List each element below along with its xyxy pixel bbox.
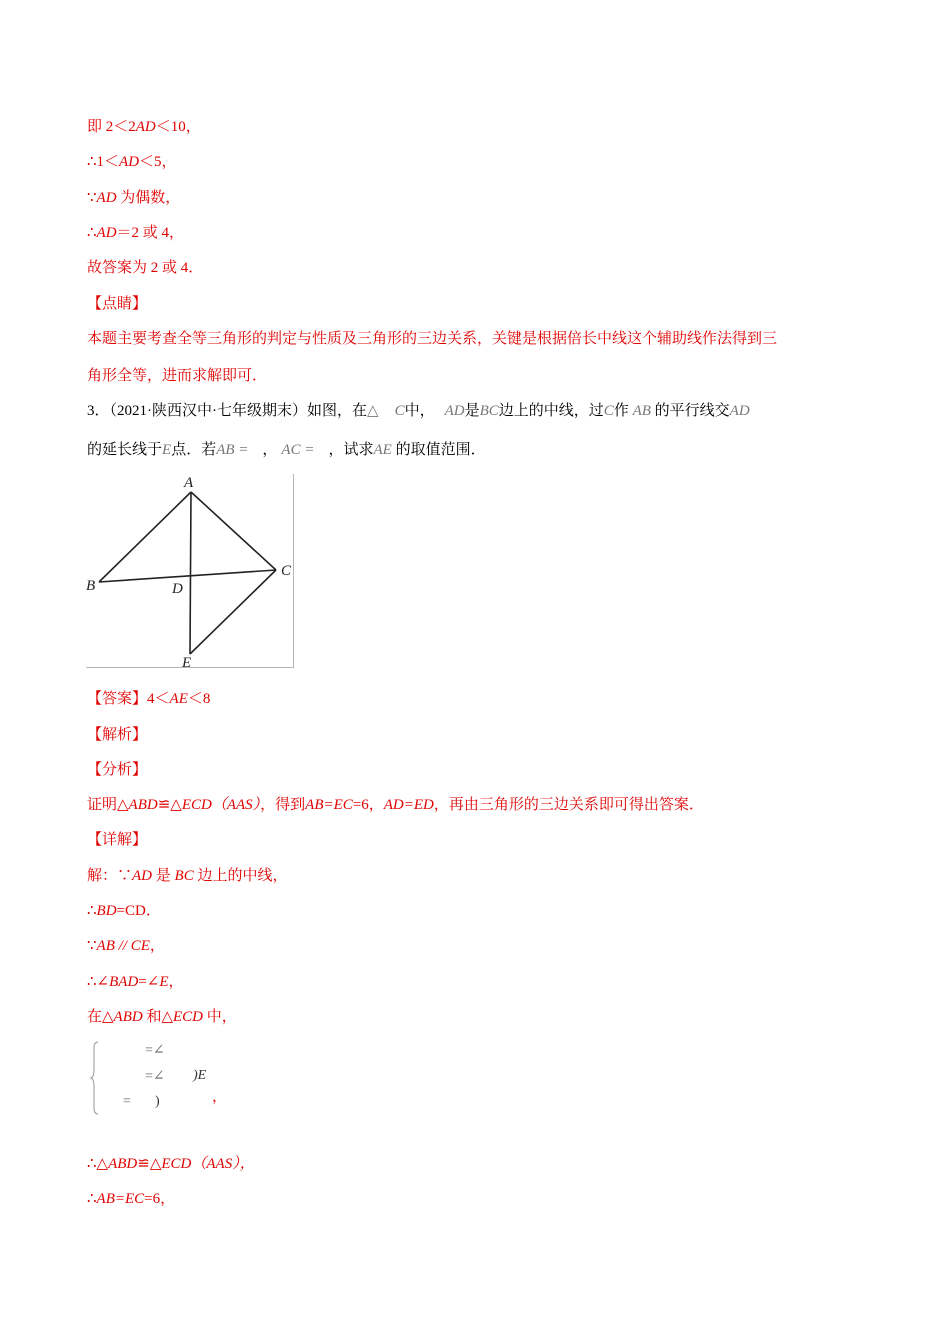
text: 解：∵	[87, 868, 133, 884]
solution-line-5	[87, 258, 203, 278]
conclusion-line-2	[87, 1189, 175, 1209]
text: 点．若	[171, 442, 217, 458]
text: 的平行线交	[654, 403, 730, 419]
math-var: ABD	[108, 1156, 138, 1172]
detail-line-3	[87, 936, 165, 956]
label-e: E	[182, 655, 192, 669]
solution-line-4	[87, 223, 184, 243]
solution-line-1	[87, 117, 201, 137]
math-var: AE	[169, 691, 188, 707]
text: 即 2＜2	[87, 119, 136, 135]
text: 中，	[404, 403, 435, 419]
text: ＜10，	[155, 119, 201, 135]
label-a: A	[184, 475, 194, 491]
text: ，得到	[260, 797, 306, 813]
label-d: D	[172, 581, 183, 597]
text: ∴△	[87, 1156, 109, 1172]
conclusion-line-1	[87, 1154, 255, 1174]
question-line-2	[87, 440, 486, 460]
text: ，	[149, 938, 165, 954]
math-expr: AB =	[216, 442, 249, 458]
system-row-3: =	[123, 1094, 131, 1109]
text: ＝2 或 4，	[116, 225, 185, 241]
text: 的取值范围．	[395, 442, 486, 458]
math-var: AD=ED	[383, 797, 434, 813]
math-var: AD	[729, 403, 750, 419]
system-row-2-var: )E	[193, 1068, 207, 1083]
text: ∴	[87, 903, 97, 919]
question-source: （2021·陕西汉中·七年级期末）如图，在	[109, 403, 368, 419]
text: ＜8	[187, 691, 211, 707]
math-var: BC	[174, 868, 194, 884]
math-var: AD	[132, 868, 153, 884]
text: ≌△	[137, 1156, 162, 1172]
text: ∴1＜	[87, 154, 120, 170]
math-var: AE	[373, 442, 392, 458]
text: ∴	[87, 1191, 97, 1207]
text: 和△	[142, 1009, 174, 1025]
math-var: AD	[444, 403, 465, 419]
solution-line-3	[87, 188, 180, 208]
comment-line-2: 角形全等，进而求解即可．	[87, 368, 268, 384]
text: ，试求	[328, 442, 374, 458]
text: 边上的中线，过	[498, 403, 604, 419]
system-row-3-var: )	[155, 1094, 160, 1109]
detail-line-2	[87, 901, 161, 921]
math-var: ECD	[181, 797, 212, 813]
text: 的延长线于	[87, 442, 163, 458]
text: 是	[464, 403, 480, 419]
text: 边上的中线，	[193, 868, 288, 884]
math-var: ECD	[161, 1156, 192, 1172]
math-var: AB=EC	[96, 1191, 145, 1207]
question-number: 3．	[87, 403, 110, 419]
math-var: AB=EC	[305, 797, 353, 813]
left-brace-icon	[89, 1040, 103, 1116]
text: ，	[262, 442, 278, 458]
detail-label: 【详解】	[87, 832, 148, 848]
text: ≌△	[157, 797, 182, 813]
math-var: （AAS）	[211, 797, 261, 813]
question-line-1	[87, 401, 750, 421]
triangle-symbol: △	[367, 403, 379, 419]
text: 作	[613, 403, 629, 419]
text: ∵	[87, 938, 97, 954]
comment-label: 【点睛】	[87, 296, 148, 312]
text: 为偶数，	[116, 190, 181, 206]
text: 证明△	[87, 797, 129, 813]
text: 在△	[87, 1009, 114, 1025]
text: ，再由三角形的三边关系即可得出答案．	[433, 797, 704, 813]
math-var: AD	[119, 154, 140, 170]
text: =6，	[144, 1191, 176, 1207]
answer-line	[87, 689, 210, 709]
math-expr: AC =	[281, 442, 315, 458]
geometry-figure	[86, 474, 294, 668]
math-var: ABD	[128, 797, 158, 813]
math-var: AB // CE	[96, 938, 150, 954]
equation-system	[87, 1040, 247, 1116]
text: ∵	[87, 190, 97, 206]
math-var: C	[394, 403, 405, 419]
comment-line-1: 本题主要考查全等三角形的判定与性质及三角形的三边关系，关键是根据倍长中线这个辅助线作法得到三	[87, 331, 778, 347]
math-var: AB	[632, 403, 651, 419]
system-row-1: =∠	[145, 1043, 165, 1058]
math-var: ABD	[113, 1009, 143, 1025]
text: =C	[116, 903, 136, 919]
math-var: AD	[96, 225, 117, 241]
analysis-text	[87, 795, 704, 815]
answer-label: 【答案】	[87, 691, 148, 707]
math-var: AD	[135, 119, 156, 135]
text: ＜5，	[139, 154, 177, 170]
text: ∴∠	[87, 974, 110, 990]
text: D．	[135, 903, 161, 919]
math-var: BC	[479, 403, 499, 419]
triangle-diagram	[86, 474, 296, 669]
math-var: E	[162, 442, 172, 458]
text: =6，	[352, 797, 384, 813]
math-var: ECD	[173, 1009, 204, 1025]
detail-line-5	[87, 1007, 237, 1027]
math-var: AD	[96, 190, 117, 206]
math-var: BAD	[109, 974, 139, 990]
analysis-label: 【解析】	[87, 727, 148, 743]
text: ∴	[87, 225, 97, 241]
text: 故答案为 2 或 4．	[87, 260, 204, 276]
math-var: E	[159, 974, 169, 990]
text: 4＜	[147, 691, 170, 707]
detail-line-1	[87, 866, 287, 886]
text: 中，	[203, 1009, 237, 1025]
math-var: （AAS），	[191, 1156, 255, 1172]
text: =∠	[138, 974, 160, 990]
label-b: B	[86, 578, 96, 594]
system-row-2: =∠	[145, 1069, 165, 1084]
analysis-sub-label: 【分析】	[87, 762, 148, 778]
math-var: C	[603, 403, 614, 419]
math-var: BD	[96, 903, 117, 919]
detail-line-4	[87, 972, 184, 992]
label-c: C	[281, 563, 292, 579]
text: 是	[152, 868, 175, 884]
solution-line-2	[87, 152, 177, 172]
system-comma: ，	[212, 1089, 228, 1105]
text: ，	[168, 974, 184, 990]
